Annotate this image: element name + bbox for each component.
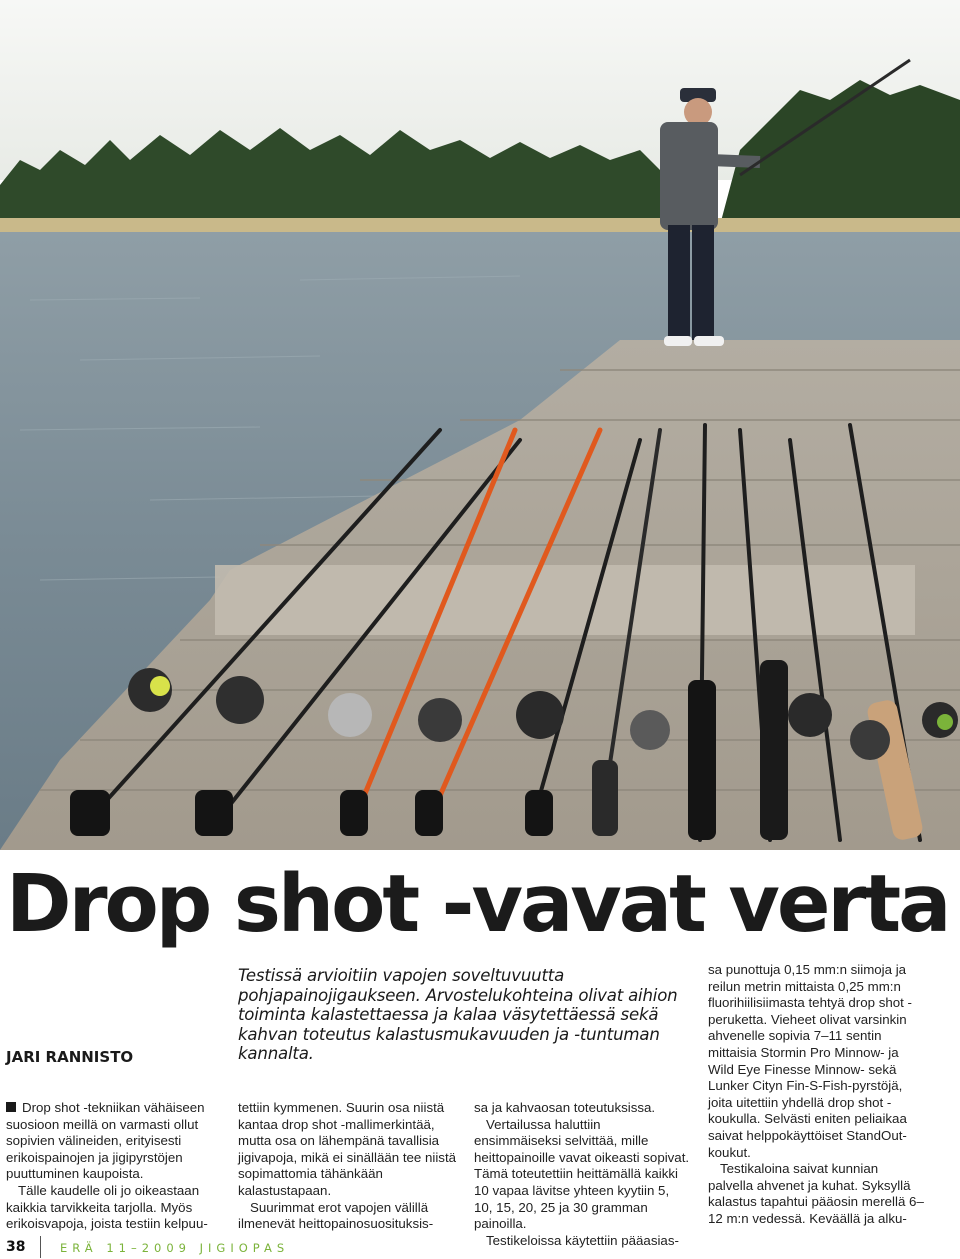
paragraph: sa punottuja 0,15 mm:n siimoja ja reilun metrin mittaista 0,25 mm:n fluorihiilisiimasta tehtyä drop shot -peruketta. Vieheet olivat varsinkin ahvenelle sopivia 7–11 sentin mittaisia Stormin Pro Minnow- ja Wild Eye Finesse Minnow- sekä Lunker Cityn Fin-S-Fish-pyrstöjä, joita uitettiin yhdellä drop shot -koukulla. Selvästi eniten peliaikaa saivat helppokäyttöiset StandOut-koukut. bbox=[708, 962, 912, 1160]
paragraph: tettiin kymmenen. Suurin osa niistä kantaa drop shot -mallimerkintää, mutta osa on lähempänä tavallisia jigivapoja, mikä ei sinällään tee niistä sopimattomia tähänkään kalastustapaan. bbox=[238, 1100, 457, 1198]
paragraph: Vertailussa haluttiin ensimmäiseksi selvittää, mille heittopainoille vavat oikeasti sopivat. Tämä toteutettiin heittämällä kaikki 10 vapaa lävitse yhteen kyytiin 5, 10, 15, 20, 25 ja 30 gramman painoilla. bbox=[474, 1116, 690, 1232]
headline: Drop shot -vavat verta bbox=[6, 858, 949, 950]
lead-text: Testissä arvioitiin vapojen soveltuvuutta pohjapainojigaukseen. Arvostelukohteina olivat aihion toiminta kalastettaessa ja kalaa väsytettäessä sekä kahvan toteutus kalastusmukavuuden ja -tuntuman kannalta. bbox=[238, 966, 678, 1064]
footer-divider bbox=[40, 1236, 41, 1258]
text-column-3 bbox=[474, 1100, 690, 1249]
paragraph: Testikaloina saivat kunnian palvella ahvenet ja kuhat. Syksyllä kalastus tapahtui pääosin merellä 6–12 m:n vedessä. Keväällä ja alku- bbox=[708, 1161, 924, 1226]
lead-paragraph bbox=[238, 966, 690, 1064]
page-footer bbox=[0, 1236, 960, 1259]
paragraph: Testikeloissa käytettiin pääasias- bbox=[486, 1232, 679, 1248]
paragraph: Drop shot -tekniikan vähäiseen suosioon meillä on varmasti ollut sopivien välineiden, erityisesti erikoispainojen ja jigipyrstöjen puuttuminen kaupoista. bbox=[6, 1100, 205, 1182]
paragraph: sa ja kahvaosan toteutuksissa. bbox=[474, 1100, 656, 1115]
page-number: 38 bbox=[6, 1239, 26, 1255]
text-column-2 bbox=[238, 1100, 458, 1233]
text-column-4 bbox=[708, 962, 924, 1228]
paragraph: Tälle kaudelle oli jo oikeastaan kaikkia tarvikkeita tarjolla. Myös erikoisvapoja, joista testiin kelpuu- bbox=[6, 1182, 208, 1232]
paragraph: Suurimmat erot vapojen välillä ilmenevät heittopainosuosituksis- bbox=[238, 1199, 434, 1232]
square-bullet-icon bbox=[6, 1102, 16, 1112]
publication-name: ERÄ 11–2009 JIGIOPAS bbox=[60, 1241, 290, 1255]
text-column-1 bbox=[6, 1100, 224, 1233]
byline: JARI RANNISTO bbox=[6, 1048, 134, 1066]
